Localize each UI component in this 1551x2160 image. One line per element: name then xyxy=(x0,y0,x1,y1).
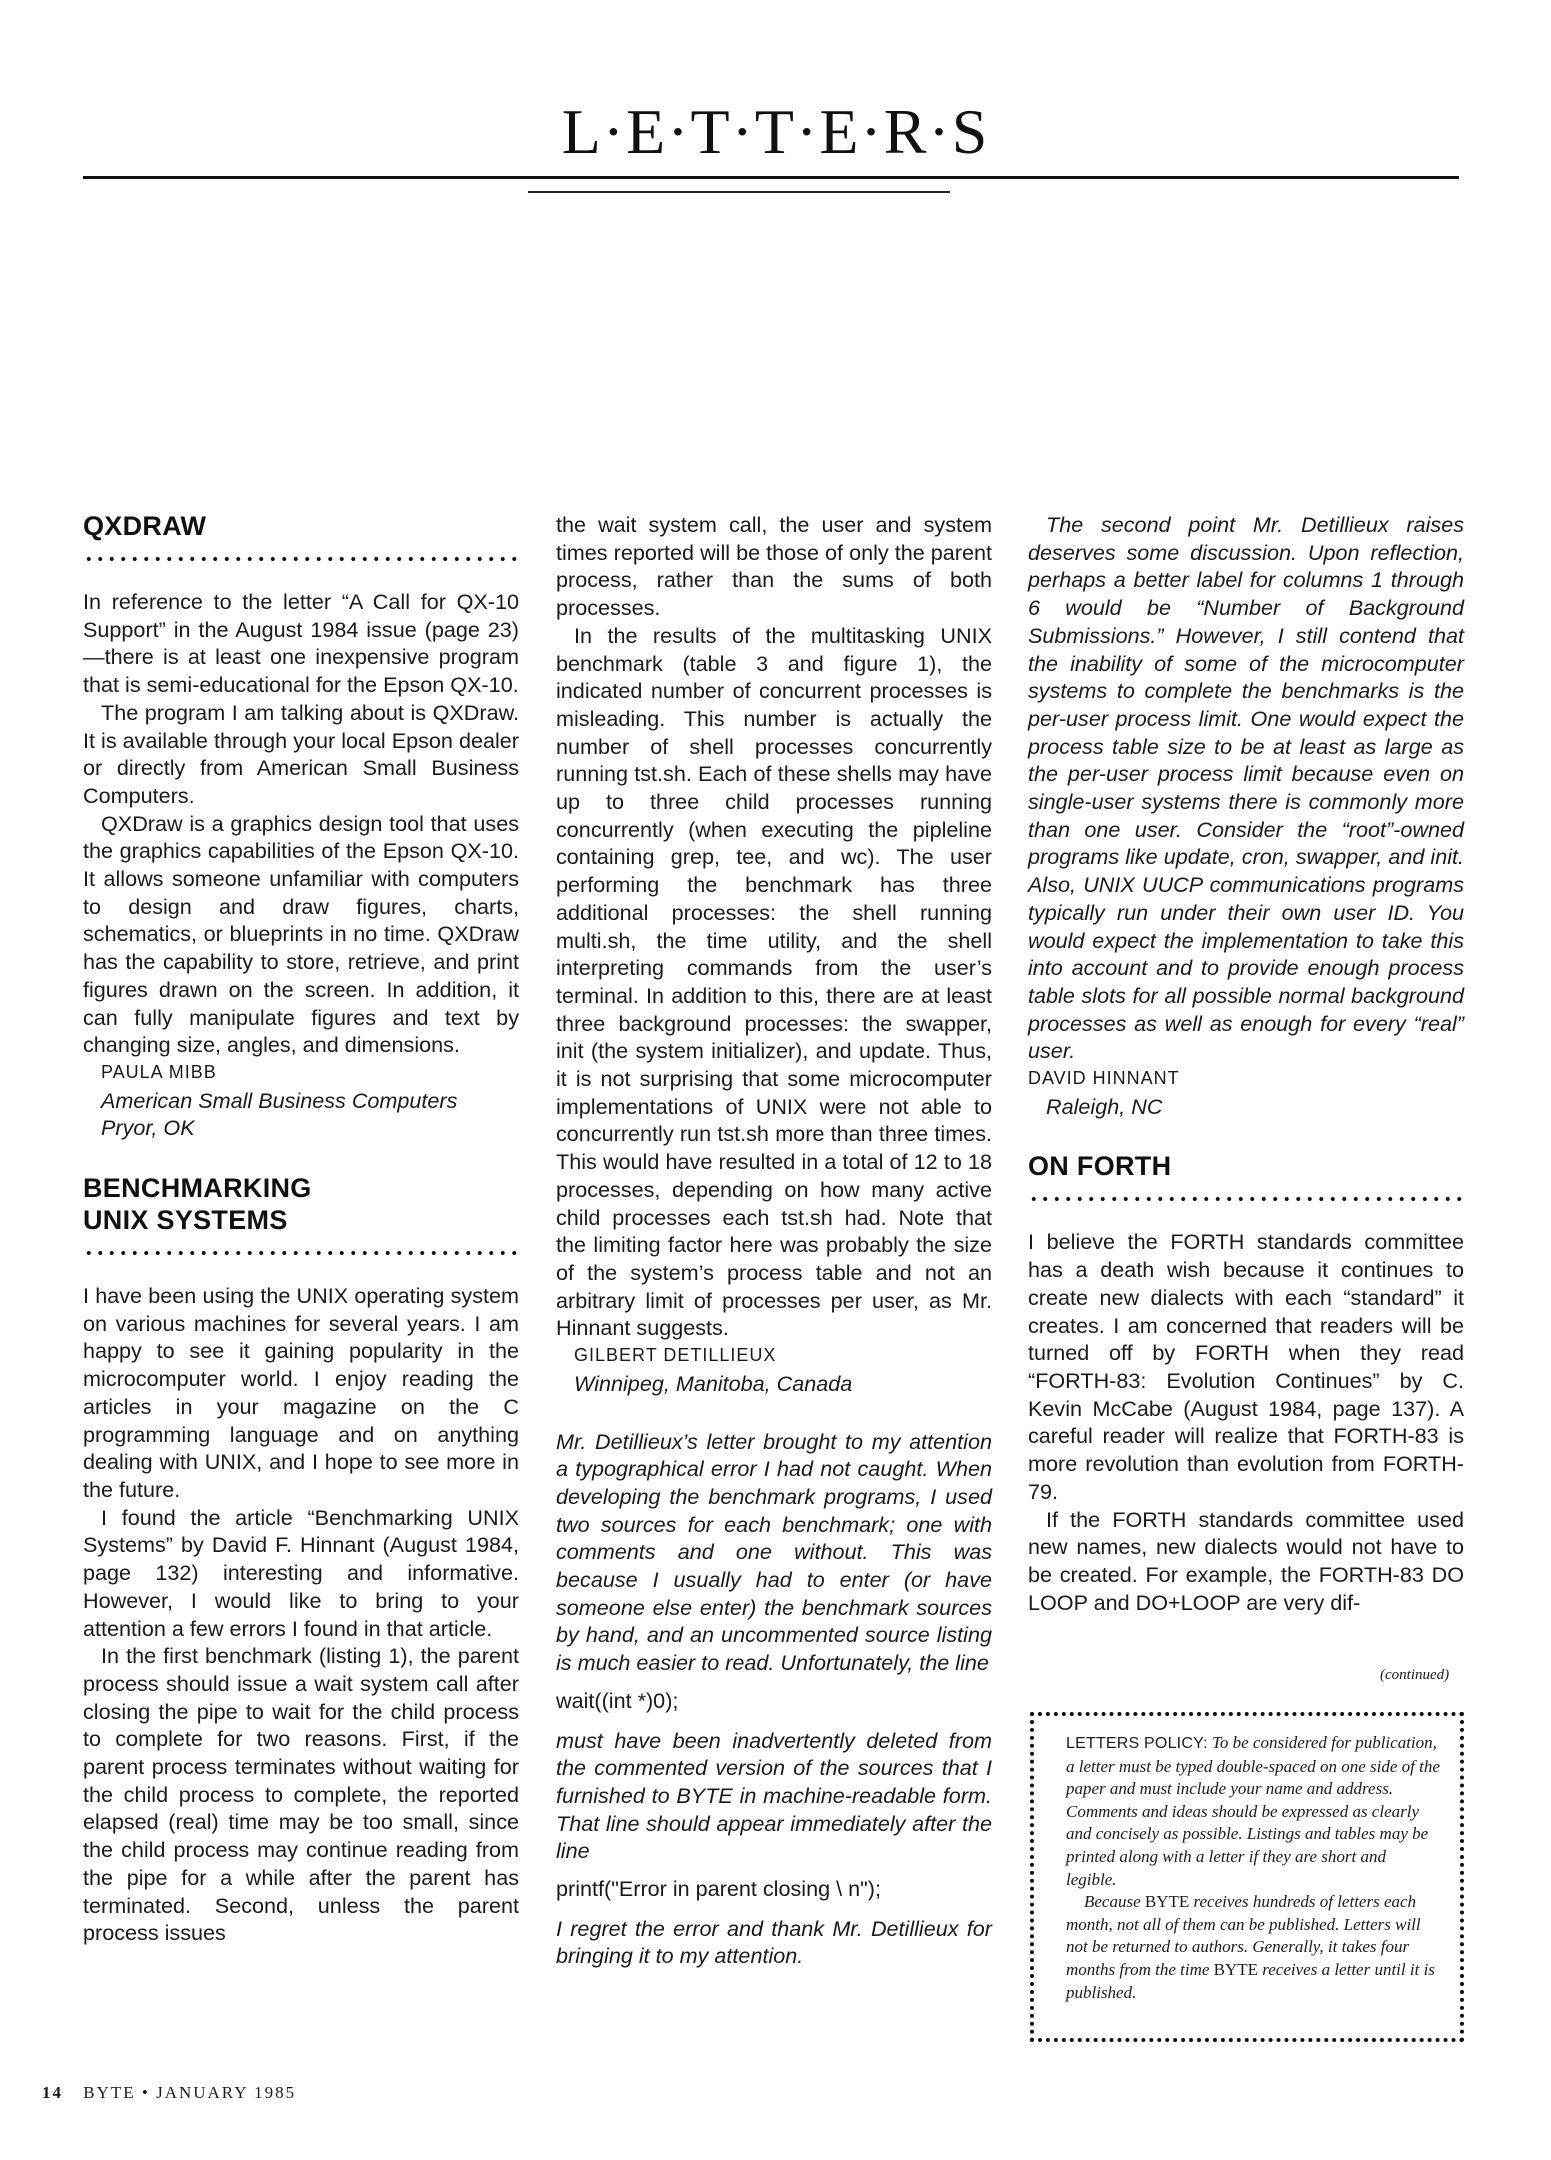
masthead-rule xyxy=(83,176,1459,179)
letter-paragraph: I believe the FORTH standards committee has a death wish because it continues to create new dialects with each “standard” it creates. I am concerned that readers will be turned off by FORTH when they read “FORTH-83: Evolution Continues” by C. Kevin McCabe (August 1984, page 137). A careful reader will realize that FORTH-83 is more revolution than evolution from FORTH-79. xyxy=(1028,1229,1464,1504)
reply-paragraph: Mr. Detillieux’s letter brought to my attention a typographical error I had not caught. When developing the benchmark programs, I used two sources for each benchmark; one with comments and one without. This was because I usually had to enter (or have someone else enter) the benchmark sources by hand, and an uncommented source listing is much easier to read. Unfortunately, the line xyxy=(556,1428,992,1676)
masthead-subrule xyxy=(528,191,950,193)
letter-paragraph: In the results of the multitasking UNIX benchmark (table 3 and figure 1), the indicated number of concurrent processes is misleading. This number is actually the number of shell processes concurrently running tst.sh. Each of these shells may have up to three child processes running concurrently (when executing the pipleline containing grep, tee, and wc). The user performing the benchmark has three additional processes: the shell running multi.sh, the time utility, and the shell interpreting commands from the user’s terminal. In addition to this, there are at least three background processes: the swapper, init (the system initializer), and update. Thus, it is not surprising that some microcomputer implementations of UNIX were not able to concurrently run tst.sh more than three times. This would have resulted in a total of 12 to 18 processes, depending on how many active child processes each tst.sh had. Note that the limiting factor here was probably the size of the system’s process table and not an arbitrary limit of processes per user, as Mr. Hinnant suggests. xyxy=(556,622,992,1341)
letters-policy-box: LETTERS POLICY: To be considered for publication, a letter must be typed double-spaced on one side of the paper and must include your name and address. Comments and ideas should be expressed as clearly and concisely as possible. Listings and tables may be printed along with a letter if they are short and legible. Because BYTE receives hundreds of letters each month, not all of them can be published. Letters will not be returned to authors. Generally, it takes four months from the time BYTE receives a letter until it is published. xyxy=(1030,1712,1464,2042)
dotted-rule xyxy=(83,556,519,562)
signature-place: Pryor, OK xyxy=(101,1115,195,1141)
signature-organization: American Small Business Computers xyxy=(101,1087,458,1113)
reply-paragraph: must have been inadvertently deleted from the commented version of the sources that I furnished to BYTE in machine-readable form. That line should appear immediately after the line xyxy=(556,1727,992,1864)
byte-name: BYTE xyxy=(1213,1959,1259,1979)
column-2 xyxy=(556,511,992,1970)
dotted-rule xyxy=(1028,1196,1464,1202)
signature-name: PAULA MIBB xyxy=(101,1061,217,1082)
letter-paragraph: The program I am talking about is QXDraw. It is available through your local Epson dealer or directly from American Small Business Computers. xyxy=(83,699,519,808)
letter-paragraph: QXDraw is a graphics design tool that uses the graphics capabilities of the Epson QX-10. It allows someone unfamiliar with computers to design and draw figures, charts, schematics, or blueprints in no time. QXDraw has the capability to store, retrieve, and print figures drawn on the screen. In addition, it can fully manipulate figures and text by changing size, angles, and dimensions. xyxy=(83,810,519,1058)
continued-note: (continued) xyxy=(1380,1667,1450,1683)
qxdraw-heading: QXDRAW xyxy=(83,511,207,541)
page-footer xyxy=(42,2083,296,2103)
forth-heading: ON FORTH xyxy=(1028,1151,1172,1182)
column-1 xyxy=(83,510,519,1947)
signature-place: Winnipeg, Manitoba, Canada xyxy=(574,1370,853,1396)
benchmarking-heading-line2: UNIX SYSTEMS xyxy=(83,1205,288,1236)
letter-paragraph: I found the article “Benchmarking UNIX Systems” by David F. Hinnant (August 1984, page 132) interesting and informative. However, I would like to bring to your attention a few errors I found in that article. xyxy=(83,1504,519,1641)
magazine-issue: BYTE • JANUARY 1985 xyxy=(83,2083,297,2102)
policy-text: To be considered for publication, a letter must be typed double-spaced on one side of the paper and must include your name and address. Comments and ideas should be expressed as clearly and concisely as possible. Listings and tables may be printed along with a letter if they are short and legible. xyxy=(1066,1733,1440,1889)
letter-paragraph: In reference to the letter “A Call for QX-10 Support” in the August 1984 issue (page 23)—there is at least one inexpensive program that is semi-educational for the Epson QX-10. xyxy=(83,589,519,698)
signature-name: DAVID HINNANT xyxy=(1028,1068,1180,1089)
section-title: L·E·T·T·E·R·S xyxy=(561,96,990,167)
signature-name: GILBERT DETILLIEUX xyxy=(574,1345,777,1366)
letter-paragraph: I have been using the UNIX operating system on various machines for several years. I am happy to see it gaining popularity in the microcomputer world. I enjoy reading the articles in your magazine on the C programming language and on anything dealing with UNIX, and I hope to see more in the future. xyxy=(83,1283,519,1502)
policy-lead: LETTERS POLICY: xyxy=(1066,1735,1208,1752)
reply-paragraph: I regret the error and thank Mr. Detillieux for bringing it to my attention. xyxy=(556,1915,992,1969)
benchmarking-heading-line1: BENCHMARKING xyxy=(83,1173,312,1204)
letter-paragraph: the wait system call, the user and system times reported will be those of only the parent process, rather than the sums of both processes. xyxy=(556,512,992,621)
reply-paragraph: The second point Mr. Detillieux raises deserves some discussion. Upon reflection, perhaps a better label for columns 1 through 6 would be “Number of Background Submissions.” However, I still contend that the inability of some of the microcomputer systems to complete the benchmarks is the per-user process limit. One would expect the process table size to be at least as large as the per-user process limit because even on single-user systems there is commonly more than one user. Consider the “root”-owned programs like update, cron, swapper, and init. Also, UNIX UUCP communications programs typically run under their own user ID. You would expect the implementation to take this into account and to provide enough process table slots for all possible normal background processes as well as enough for every “real” user. xyxy=(1028,512,1464,1064)
author-reply xyxy=(556,1428,992,1971)
letter-paragraph: In the first benchmark (listing 1), the parent process should issue a wait system call after closing the pipe to wait for the child process to complete for two reasons. First, if the parent process terminates without waiting for the child process to complete, the reported elapsed (real) time may be too small, since the child process may continue reading from the pipe for a while after the parent has terminated. Second, unless the parent process issues xyxy=(83,1643,519,1946)
column-3 xyxy=(1028,511,1464,1616)
code-line: wait((int *)0); xyxy=(556,1687,679,1713)
dotted-rule xyxy=(83,1250,519,1256)
byte-name: BYTE xyxy=(1144,1892,1190,1912)
letter-paragraph: If the FORTH standards committee used new names, new dialects would not have to be created. For example, the FORTH-83 DO LOOP and DO+LOOP are very dif- xyxy=(1028,1506,1464,1615)
code-line: printf("Error in parent closing \ n"); xyxy=(556,1876,881,1902)
page-number: 14 xyxy=(42,2083,63,2102)
signature-place: Raleigh, NC xyxy=(1046,1093,1163,1119)
